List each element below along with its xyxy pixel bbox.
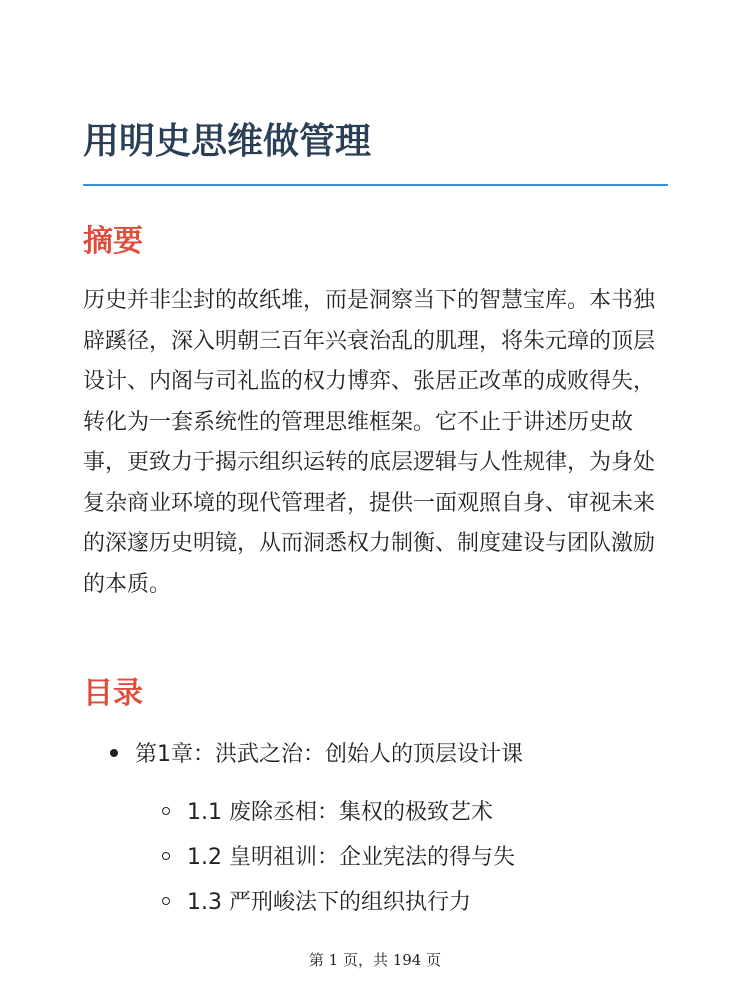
hollow-bullet-icon <box>162 852 170 860</box>
hollow-bullet-icon <box>162 897 170 905</box>
toc-chapter-1[interactable] <box>110 737 523 773</box>
toc-section-1-1[interactable] <box>162 795 493 831</box>
title-divider <box>83 184 668 186</box>
toc-section-label: 1.2 皇明祖训：企业宪法的得与失 <box>187 845 515 870</box>
toc-section-1-2[interactable] <box>162 840 515 876</box>
toc-section-label: 1.1 废除丞相：集权的极致艺术 <box>187 800 493 825</box>
abstract-heading: 摘要 <box>83 224 143 259</box>
toc-section-label: 1.3 严刑峻法下的组织执行力 <box>187 890 471 915</box>
toc-section-1-3[interactable] <box>162 885 471 921</box>
page-footer: 第 1 页，共 194 页 <box>308 951 442 969</box>
toc-heading: 目录 <box>83 676 143 711</box>
document-title: 用明史思维做管理 <box>83 121 372 162</box>
abstract-paragraph: 历史并非尘封的故纸堆，而是洞察当下的智慧宝库。本书独辟蹊径，深入明朝三百年兴衰治乱的肌理，将朱元璋的顶层设计、内阁与司礼监的权力博弈、张居正改革的成败得失，转化为一套系统性的管理思维框架。它不止于讲述历史故事，更致力于揭示组织运转的底层逻辑与人性规律，为身处复杂商业环境的现代管理者，提供一面观照自身、审视未来的深邃历史明镜，从而洞悉权力制衡、制度建设与团队激励的本质。 <box>83 288 656 597</box>
filled-bullet-icon <box>110 749 118 757</box>
toc-chapter-label: 第1章：洪武之治：创始人的顶层设计课 <box>135 742 523 767</box>
hollow-bullet-icon <box>162 807 170 815</box>
